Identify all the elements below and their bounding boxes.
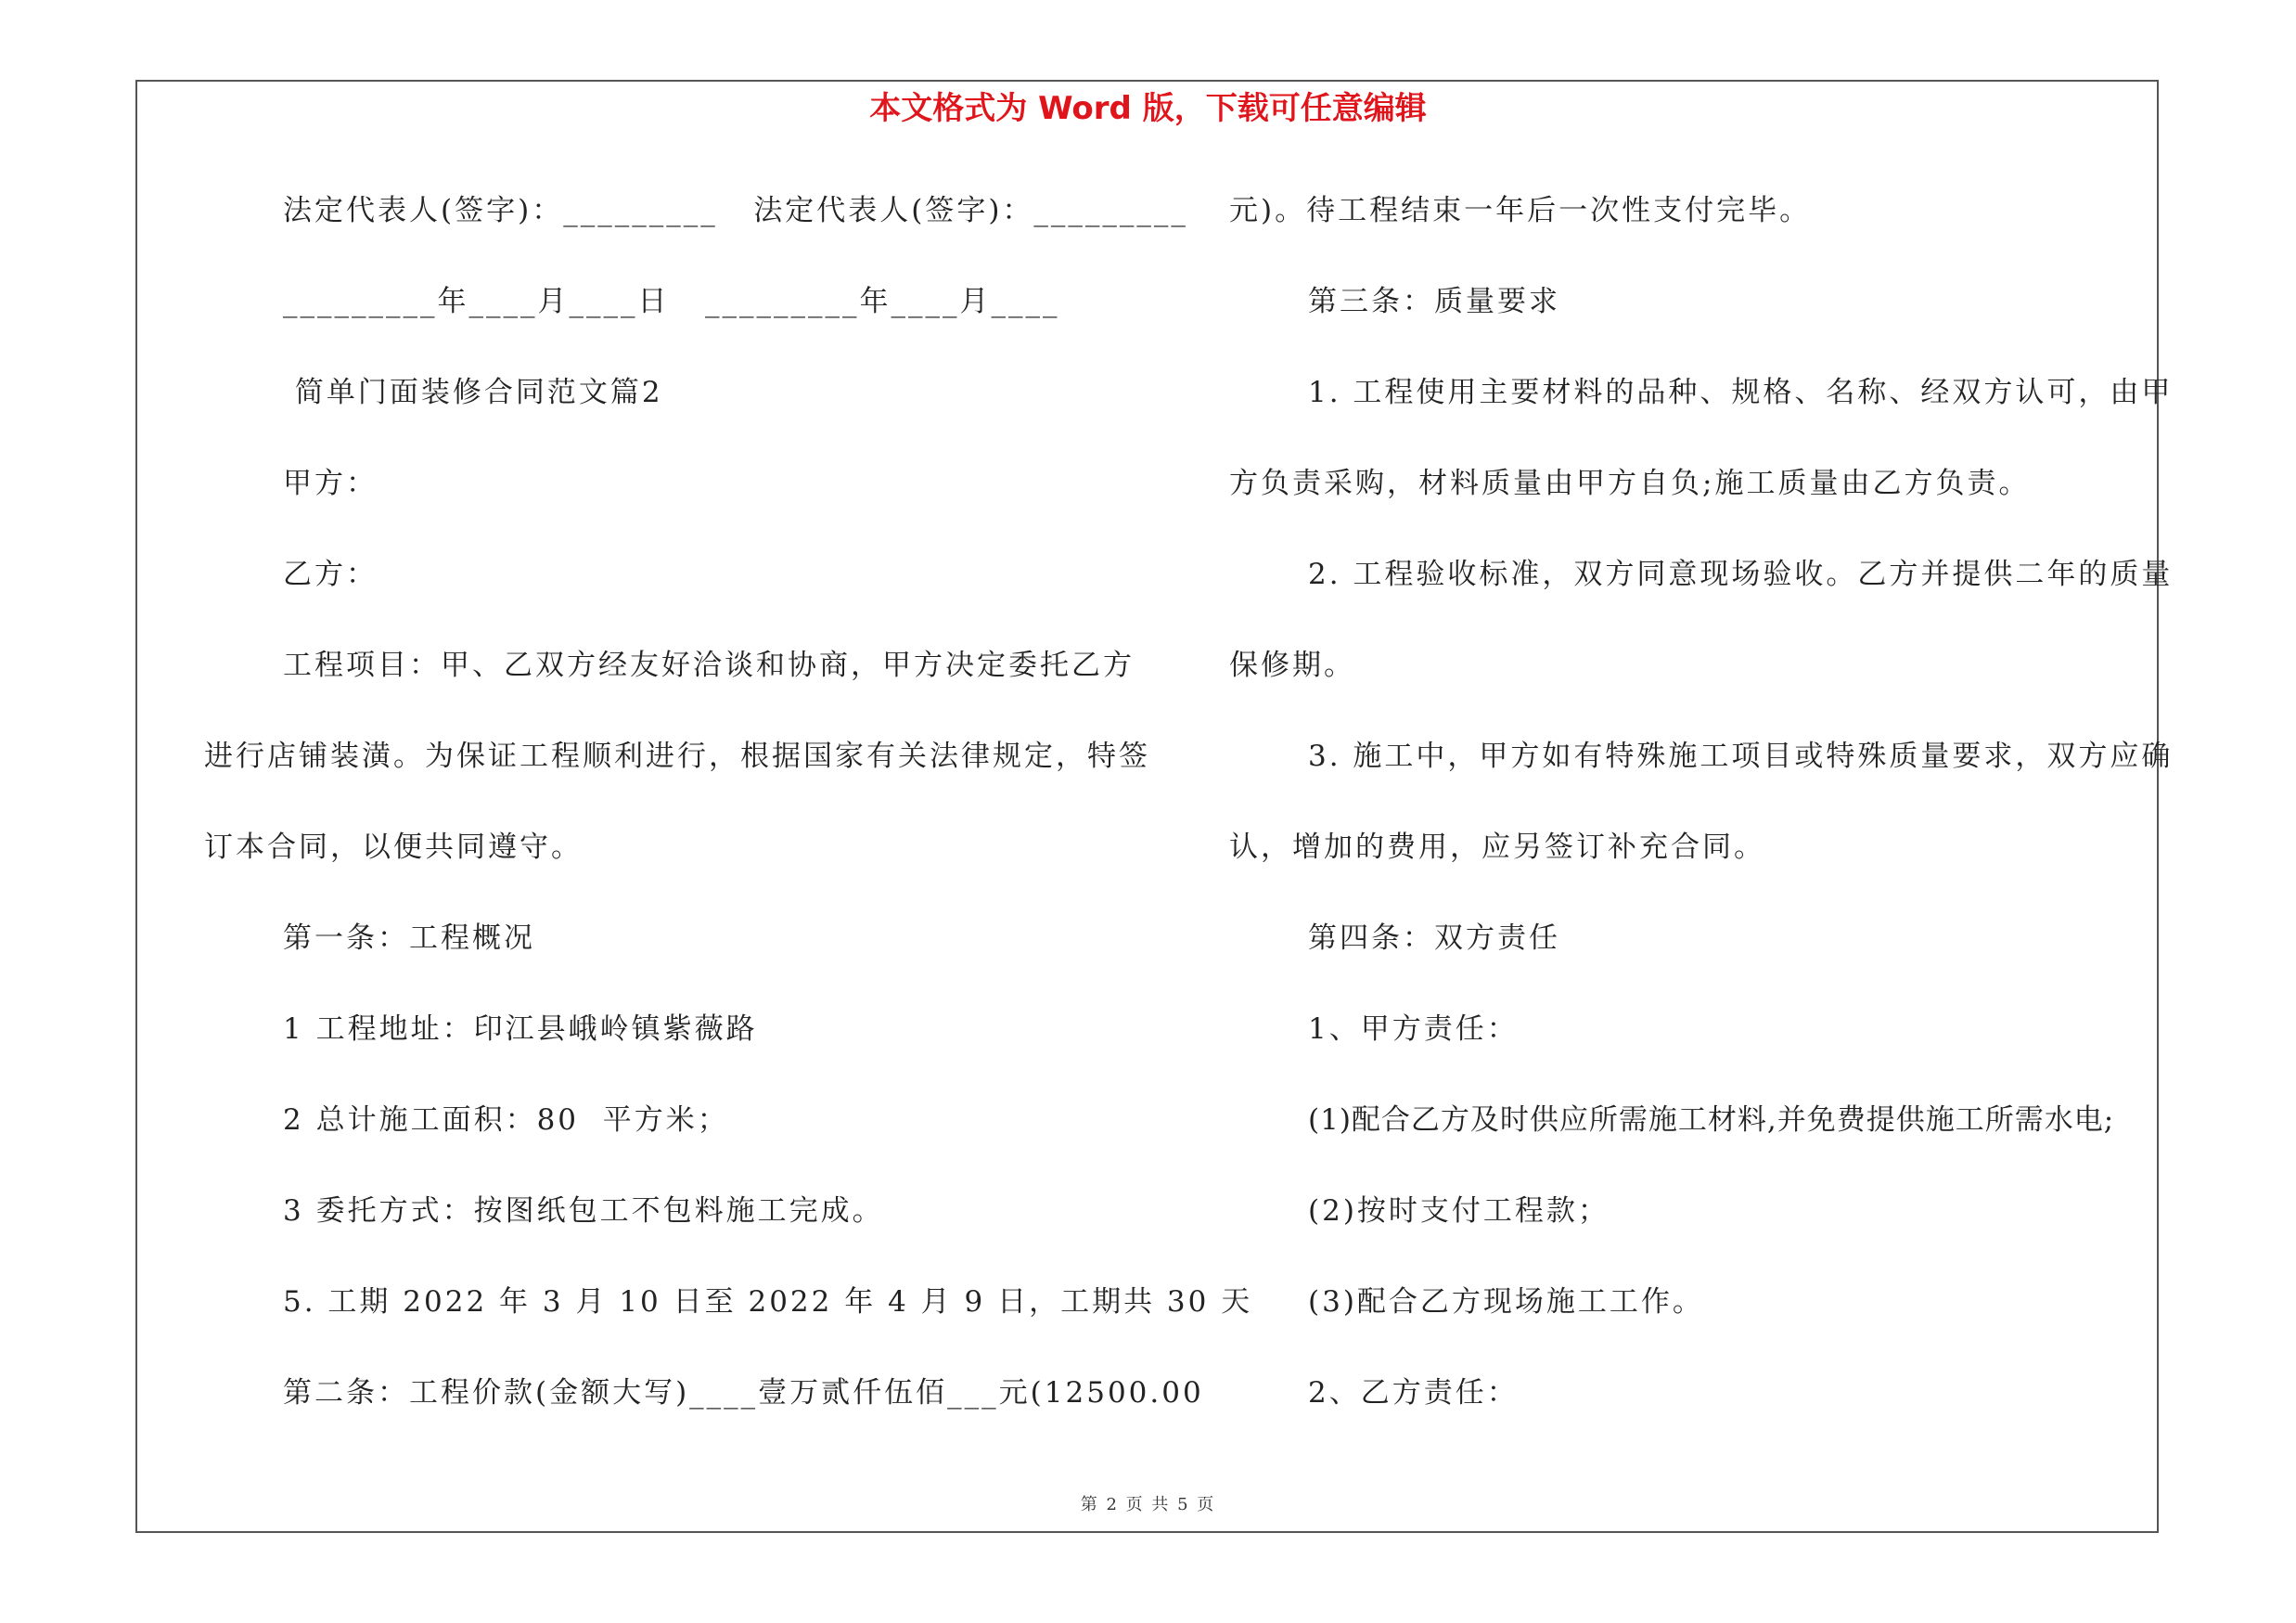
article-heading: 第三条：质量要求 xyxy=(1308,285,1560,318)
list-item: 2、乙方责任： xyxy=(1308,1376,1519,1410)
paragraph-line: 2. 工程验收标准，双方同意现场验收。乙方并提供二年的质量 xyxy=(1308,558,2174,591)
list-item: 1、甲方责任： xyxy=(1308,1012,1519,1046)
date-line: _________年____月____日 _________年____月____ xyxy=(283,285,1060,318)
party-a-line: 甲方： xyxy=(283,467,378,500)
paragraph-line: 3. 施工中，甲方如有特殊施工项目或特殊质量要求，双方应确 xyxy=(1308,740,2174,773)
list-item: 1 工程地址：印江县峨岭镇紫薇路 xyxy=(283,1012,758,1046)
paragraph-line: 元)。待工程结束一年后一次性支付完毕。 xyxy=(1229,194,1812,227)
paragraph-line: 工程项目：甲、乙双方经友好洽谈和协商，甲方决定委托乙方 xyxy=(283,649,1135,682)
list-item: (1)配合乙方及时供应所需施工材料,并免费提供施工所需水电; xyxy=(1308,1103,2115,1137)
signature-line: 法定代表人(签字)：_________ 法定代表人(签字)：_________ xyxy=(283,194,1188,227)
list-item: 3 委托方式：按图纸包工不包料施工完成。 xyxy=(283,1194,884,1228)
paragraph-line: 认，增加的费用，应另签订补充合同。 xyxy=(1229,831,1765,864)
paragraph-line: 保修期。 xyxy=(1229,649,1355,682)
list-item: 2 总计施工面积：80 平方米； xyxy=(283,1103,729,1137)
article-heading: 第四条：双方责任 xyxy=(1308,921,1560,955)
page-number: 第 2 页 共 5 页 xyxy=(1080,1495,1216,1514)
list-item: (3)配合乙方现场施工工作。 xyxy=(1308,1285,1704,1319)
paragraph-line: 进行店铺装潢。为保证工程顺利进行，根据国家有关法律规定，特签 xyxy=(204,740,1150,773)
party-b-line: 乙方： xyxy=(283,558,378,591)
list-item: (2)按时支付工程款； xyxy=(1308,1194,1610,1228)
list-item: 5. 工期 2022 年 3 月 10 日至 2022 年 4 月 9 日，工期共 30 天 xyxy=(283,1285,1253,1319)
section-title: 简单门面装修合同范文篇2 xyxy=(283,376,663,409)
paragraph-line: 订本合同，以便共同遵守。 xyxy=(204,831,583,864)
article-heading: 第一条：工程概况 xyxy=(283,921,535,955)
paragraph-line: 方负责采购，材料质量由甲方自负;施工质量由乙方负责。 xyxy=(1229,467,2031,500)
paragraph-line: 1. 工程使用主要材料的品种、规格、名称、经双方认可，由甲 xyxy=(1308,376,2174,409)
article-heading: 第二条：工程价款(金额大写)____壹万贰仟伍佰___元(12500.00 xyxy=(283,1376,1204,1410)
document-header-notice: 本文格式为 Word 版，下载可任意编辑 xyxy=(869,90,1427,127)
